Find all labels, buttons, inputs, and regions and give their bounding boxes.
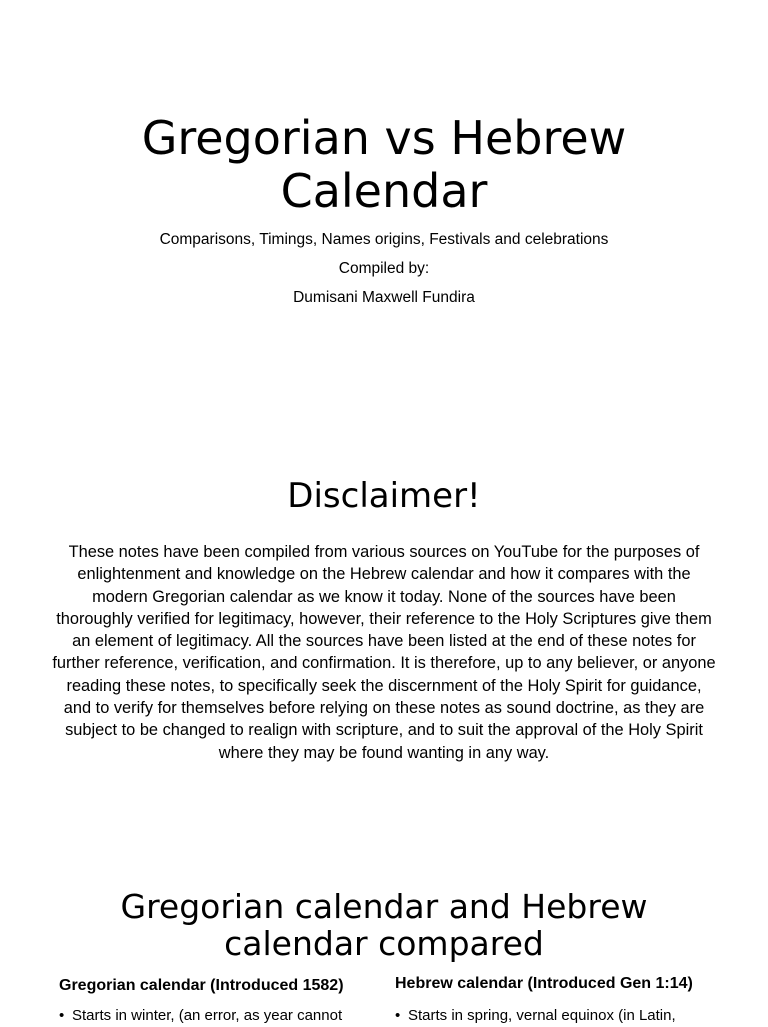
disclaimer-body: These notes have been compiled from various sources on YouTube for the purposes of enlightenment and knowledge on the Hebrew calendar and how it compares with the modern Gregorian calendar as we know it today. None of the sources have been thoroughly verified for legitimacy, however, their reference to the Holy Scriptures give them an element of legitimacy. All the sources have been listed at the end of these notes for further reference, verification, and confirmation. It is therefore, up to any believer, or anyone reading these notes, to specifically seek the discernment of the Holy Spirit for guidance, and to verify for themselves before relying on these notes as sound doctrine, as they are subject to be changed to realign with scripture, and to suit the approval of the Holy Spirit where they may be found wanting in any way.	[52, 543, 716, 762]
hebrew-column-heading: Hebrew calendar (Introduced Gen 1:14)	[395, 975, 693, 992]
disclaimer-title: Disclaimer!	[287, 476, 481, 516]
author-name: Dumisani Maxwell Fundira	[293, 289, 475, 306]
document-title: Gregorian vs Hebrew Calendar	[141, 111, 627, 218]
bullet-icon: •	[395, 1007, 401, 1024]
document-subtitle: Comparisons, Timings, Names origins, Festivals and celebrations	[159, 231, 609, 248]
gregorian-bullet-text: Starts in winter, (an error, as year cannot	[72, 1007, 343, 1024]
comparison-title: Gregorian calendar and Hebrew calendar compared	[120, 887, 648, 963]
compiled-by-label: Compiled by:	[338, 260, 430, 277]
bullet-icon: •	[59, 1007, 65, 1024]
hebrew-bullet-text: Starts in spring, vernal equinox (in Latin,	[408, 1007, 676, 1024]
gregorian-column-heading: Gregorian calendar (Introduced 1582)	[59, 977, 344, 994]
